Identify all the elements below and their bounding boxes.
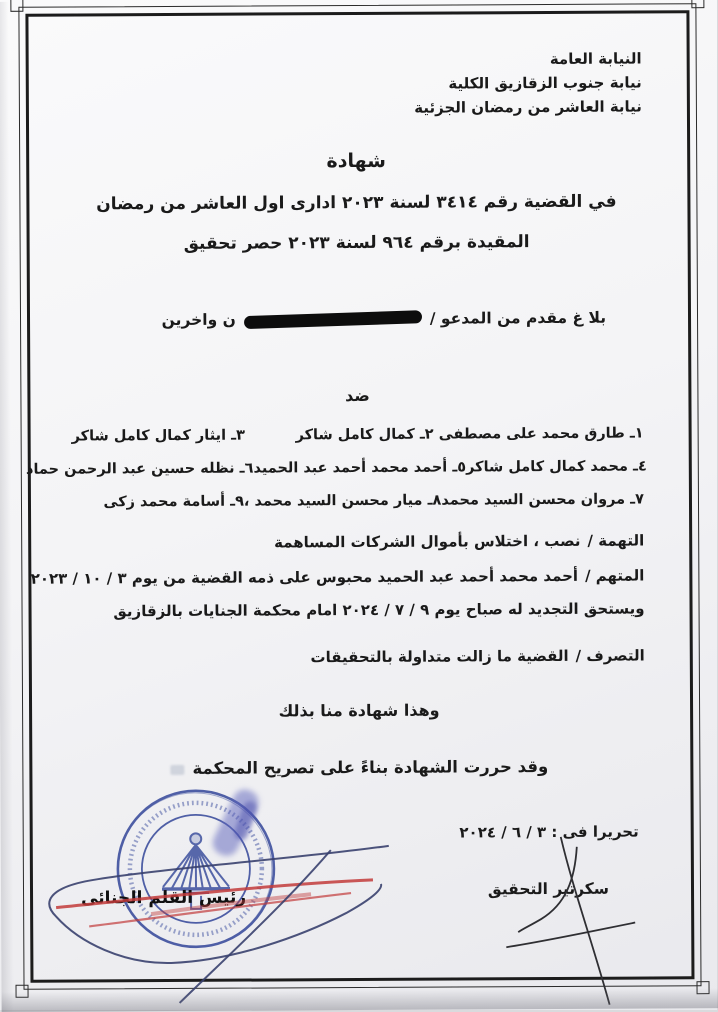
defendant-entry: ٩ـ أسامة محمد زكى — [104, 493, 245, 511]
case-number-line: في القضية رقم ٣٤١٤ لسنة ٢٠٢٣ ادارى اول العاشر من رمضان — [97, 191, 618, 215]
issuance-text: وقد حررت الشهادة بناءً على تصريح المحكمة — [193, 757, 550, 778]
defendants-row-3 — [104, 491, 646, 511]
frame-corner-ornament — [11, 0, 24, 12]
letterhead-line-1: النيابة العامة — [550, 49, 643, 68]
charge-label: التهمة / — [588, 531, 646, 550]
defendant-entry: ٦ـ نظله حسين عبد الرحمن حماد — [26, 460, 255, 478]
charge-line — [275, 532, 645, 552]
defendant-entry: ٣ـ ايثار كمال كامل شاكر — [72, 427, 246, 445]
defendants-row-1 — [73, 426, 645, 445]
ink-smudge — [171, 764, 185, 774]
registry-head-title: رئيس القلم الجنائى — [82, 887, 248, 909]
document-title: شهادة — [327, 149, 387, 173]
issuance-line — [1, 756, 718, 779]
redacted-name-bar — [245, 310, 423, 329]
renewal-line: ويستحق التجديد له صباح يوم ٩ / ٧ / ٢٠٢٤ امام محكمة الجنايات بالزقازيق — [114, 599, 646, 621]
attestation-line: وهذا شهادة منا بذلك — [279, 700, 441, 721]
disposition-text: القضية ما زالت متداولة بالتحقيقات — [311, 646, 570, 667]
complaint-tail: ن واخرين — [162, 310, 237, 330]
defendant-entry: ١ـ طارق محمد على مصطفى ٢ـ كمال كامل شاكر — [296, 425, 645, 444]
accused-label: المتهم / — [585, 566, 646, 585]
case-registry-line: المقيدة برقم ٩٦٤ لسنة ٢٠٢٣ حصر تحقيق — [184, 232, 531, 254]
secretary-title: سكرتير التحقيق — [488, 879, 611, 899]
versus-heading: ضد — [346, 385, 371, 406]
defendants-row-2 — [26, 458, 648, 478]
charge-text: نصب ، اختلاس بأموال الشركات المساهمة — [275, 531, 582, 552]
disposition-label: التصرف / — [576, 646, 646, 665]
accused-line — [32, 567, 646, 588]
complaint-lead: بلا غ مقدم من المدعو / — [430, 308, 608, 328]
accused-text: أحمد محمد أحمد عبد الحميد محبوس على ذمه القضية من يوم ٣ / ١٠ / ٢٠٢٣ — [31, 566, 580, 588]
stamp-svg — [89, 778, 305, 964]
letterhead-line-3: نيابة العاشر من رمضان الجزئية — [415, 97, 643, 117]
letterhead-line-2: نيابة جنوب الزقازيق الكلية — [449, 73, 643, 93]
disposition-line — [311, 647, 645, 667]
written-on-date: تحريرا فى : ٣ / ٦ / ٢٠٢٤ — [460, 822, 640, 842]
defendant-entry: ٨ـ ميار محسن السيد محمد ، — [244, 492, 443, 510]
defendant-entry: ٧ـ مروان محسن السيد محمد — [442, 491, 646, 509]
official-stamp-seal — [89, 778, 305, 964]
defendant-entry: ٥ـ أحمد محمد أحمد عبد الحميد — [254, 459, 468, 477]
frame-corner-ornament — [692, 0, 705, 8]
complaint-line — [163, 309, 607, 329]
defendant-entry: ٤ـ محمد كمال كامل شاكر — [467, 458, 648, 476]
photo-edge-shadow — [3, 988, 718, 1012]
letterhead — [415, 47, 643, 120]
